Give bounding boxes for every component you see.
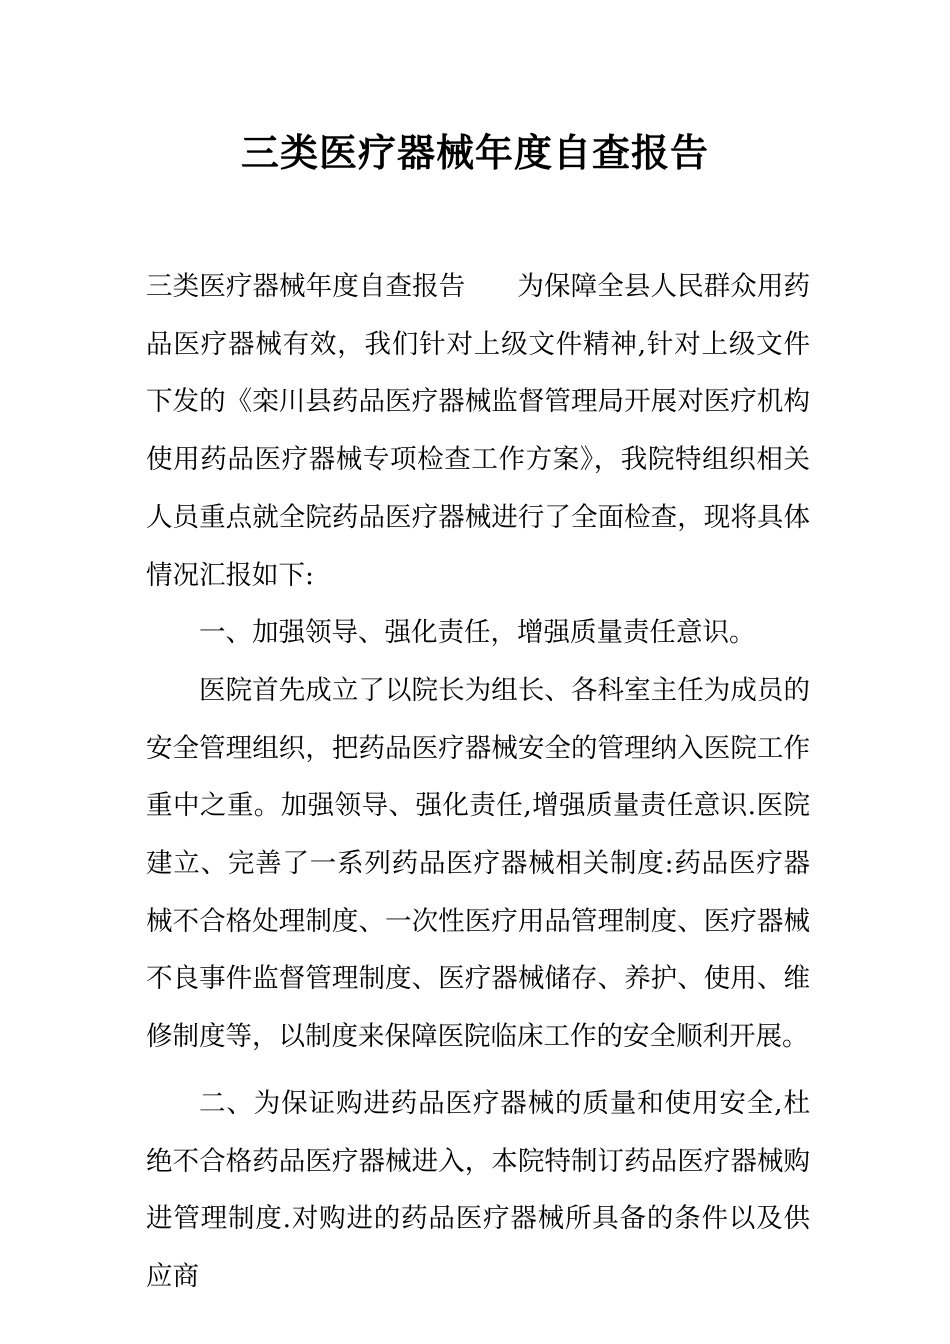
paragraph-intro	[146, 258, 810, 604]
document-title: 三类医疗器械年度自查报告	[240, 131, 709, 175]
paragraph-section-two: 二、为保证购进药品医疗器械的质量和使用安全,杜绝不合格药品医疗器械进入，本院特制订药品医疗器械购进管理制度.对购进的药品医疗器械所具备的条件以及供应商	[146, 1087, 810, 1292]
intro-lead: 三类医疗器械年度自查报告	[146, 271, 466, 302]
paragraph-section-one-body: 医院首先成立了以院长为组长、各科室主任为成员的安全管理组织，把药品医疗器械安全的管理纳入医院工作重中之重。加强领导、强化责任,增强质量责任意识.医院建立、完善了一系列药品医疗器械相关制度:药品医疗器械不合格处理制度、一次性医疗用品管理制度、医疗器械不良事件监督管理制度、医疗器械储存、养护、使用、维修制度等，以制度来保障医院临床工作的安全顺利开展。	[146, 674, 810, 1053]
document-body	[146, 258, 810, 1306]
intro-text: 为保障全县人民群众用药品医疗器械有效，我们针对上级文件精神,针对上级文件下发的《栾川县药品医疗器械监督管理局开展对医疗机构使用药品医疗器械专项检查工作方案》，我院特组织相关人员重点就全院药品医疗器械进行了全面检查，现将具体情况汇报如下:	[146, 271, 811, 591]
paragraph-section-one-heading: 一、加强领导、强化责任，增强质量责任意识。	[199, 617, 756, 649]
